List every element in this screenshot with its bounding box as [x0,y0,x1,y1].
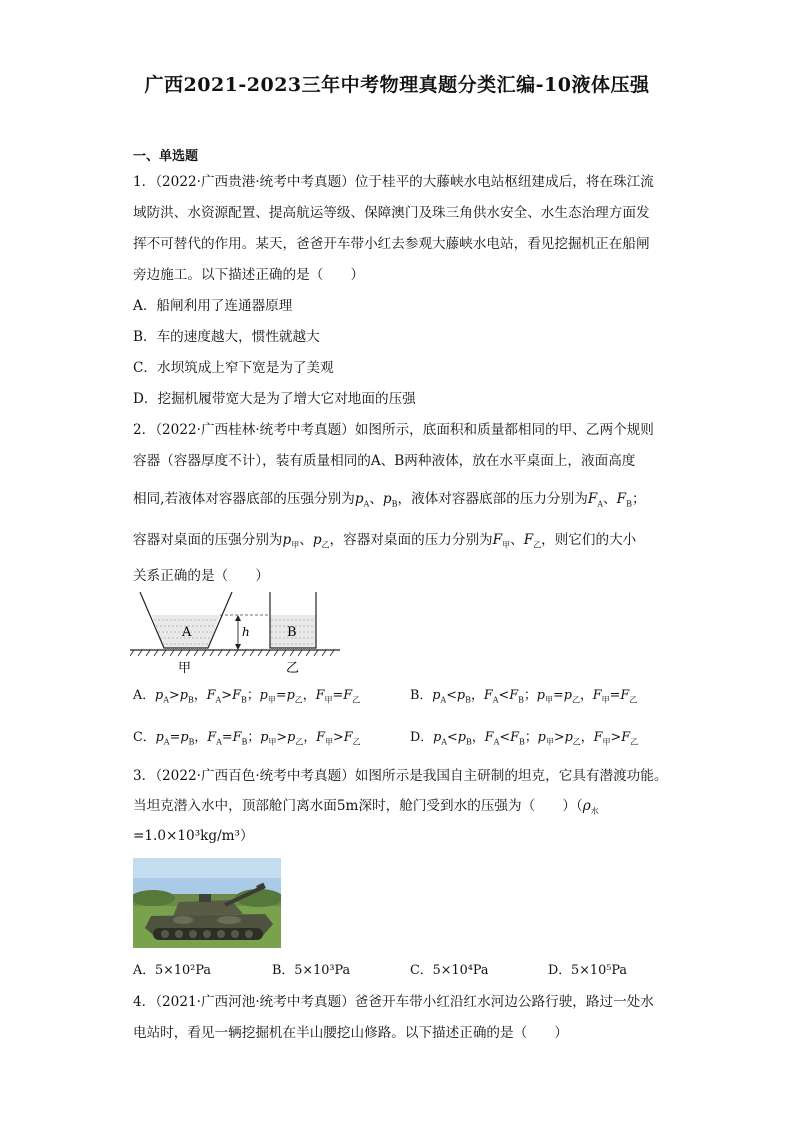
q1-option-a: A．船闸利用了连通器原理 [133,298,293,314]
q2-line-3: 相同,若液体对容器底部的压强分别为$p_A$、$p_B$，液体对容器底部的压力分别为$F_A$、$F_B$； [133,491,646,509]
q4-line-2: 电站时，看见一辆挖掘机在半山腰挖山修路。以下描述正确的是（ ） [133,1025,568,1041]
q1-line-4: 旁边施工。以下描述正确的是（ ） [133,267,365,283]
q4-line-1: 4．（2021·广西河池·统考中考真题）爸爸开车带小红沿红水河边公路行驶，路过一处水 [133,994,654,1010]
q2-option-d: D．$p_A<p_B$，$F_A<F_B$；$p_甲>p_乙$，$F_甲>F_乙$ [410,730,639,747]
q3-option-a: A．5×10²Pa [133,963,211,978]
q1-line-2: 域防洪、水资源配置、提高航运等级、保障澳门及珠三角供水安全、水生态治理方面发 [133,205,650,221]
label-yi: 乙 [286,661,300,676]
q3-line-2: 当坦克潜入水中，顶部舱门离水面5m深时，舱门受到水的压强为（ ）（$\rho_水$ [133,798,599,816]
q3-option-c: C．5×10⁴Pa [410,963,489,978]
q2-option-a: A．$p_A>p_B$，$F_A>F_B$；$p_甲=p_乙$，$F_甲=F_乙$ [133,688,361,705]
label-b: B [287,625,297,640]
q3-option-d: D．5×10⁵Pa [548,963,627,978]
containers-figure [130,590,342,676]
q3-line-3: =1.0×10³kg/m³） [133,828,254,844]
q1-option-d: D．挖掘机履带宽大是为了增大它对地面的压强 [133,391,416,407]
q3-line-1: 3．（2022·广西百色·统考中考真题）如图所示是我国自主研制的坦克，它具有潜渡功能。 [133,768,668,784]
q2-option-b: B．$p_A<p_B$，$F_A<F_B$；$p_甲=p_乙$，$F_甲=F_乙$ [410,688,638,705]
q2-line-5: 关系正确的是（ ） [133,568,269,584]
q1-line-3: 挥不可替代的作用。某天，爸爸开车带小红去参观大藤峡水电站，看见挖掘机正在船闸 [133,236,650,252]
label-a: A [182,625,192,640]
q2-line-1: 2．（2022·广西桂林·统考中考真题）如图所示，底面积和质量都相同的甲、乙两个规则 [133,422,654,438]
q2-line-2: 容器（容器厚度不计），装有质量相同的A、B两种液体，放在水平桌面上，液面高度 [133,453,636,469]
page-title: 广西2021-2023三年中考物理真题分类汇编-10液体压强 [144,74,650,96]
section-heading: 一、单选题 [133,149,199,164]
tank-photo [133,858,281,948]
q2-line-4: 容器对桌面的压强分别为$p_甲$、$p_乙$，容器对桌面的压力分别为$F_甲$、$F_乙$，则它们的大小 [133,532,637,550]
q1-option-c: C．水坝筑成上窄下宽是为了美观 [133,360,334,376]
q1-line-1: 1．（2022·广西贵港·统考中考真题）位于桂平的大藤峡水电站枢纽建成后，将在珠江流 [133,174,654,190]
label-jia: 甲 [178,661,192,676]
q1-option-b: B．车的速度越大，惯性就越大 [133,329,320,345]
q2-option-c: C．$p_A=p_B$，$F_A=F_B$；$p_甲>p_乙$，$F_甲>F_乙$ [133,730,361,747]
q3-option-b: B．5×10³Pa [272,963,351,978]
label-h: h [242,625,250,639]
